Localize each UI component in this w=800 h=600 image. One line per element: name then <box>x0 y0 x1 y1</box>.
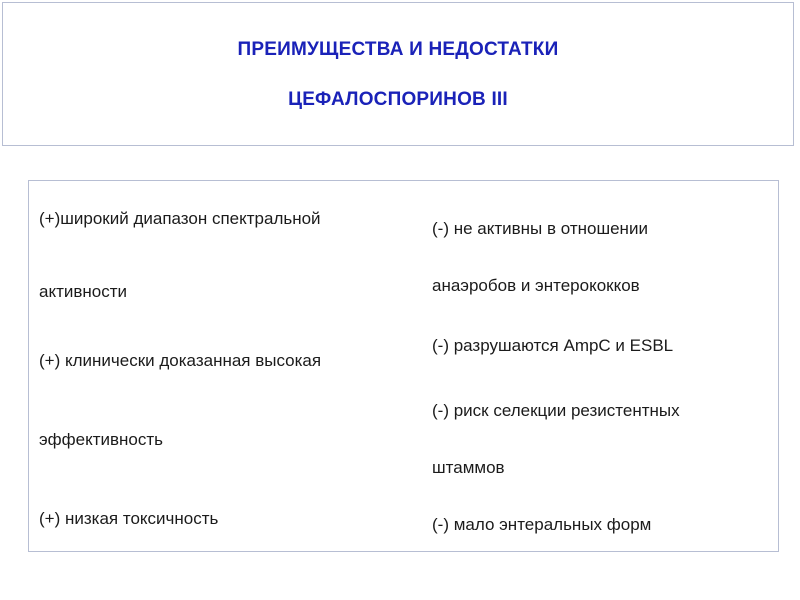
advantage-line: (+)широкий диапазон спектральной <box>39 209 321 228</box>
title-line-1: ПРЕИМУЩЕСТВА И НЕДОСТАТКИ <box>237 39 559 60</box>
disadvantage-line: (-) риск селекции резистентных <box>432 401 680 420</box>
title-box <box>2 2 794 146</box>
disadvantage-line: (-) не активны в отношении <box>432 219 648 238</box>
disadvantage-line: анаэробов и энтерококков <box>432 276 640 295</box>
advantage-line: (+) клинически доказанная высокая <box>39 351 322 370</box>
advantages-column <box>39 181 414 551</box>
advantage-line: (+) низкая токсичность <box>39 509 219 528</box>
disadvantage-line: (-) разрушаются AmpC и ESBL <box>432 336 674 355</box>
advantage-line: активности <box>39 282 128 301</box>
title-line-2: ЦЕФАЛОСПОРИНОВ III <box>288 89 508 110</box>
content-box <box>28 180 779 552</box>
advantage-line: эффективность <box>39 430 164 449</box>
disadvantages-column <box>432 181 772 551</box>
disadvantage-line: штаммов <box>432 458 505 477</box>
disadvantage-line: (-) мало энтеральных форм <box>432 515 652 534</box>
